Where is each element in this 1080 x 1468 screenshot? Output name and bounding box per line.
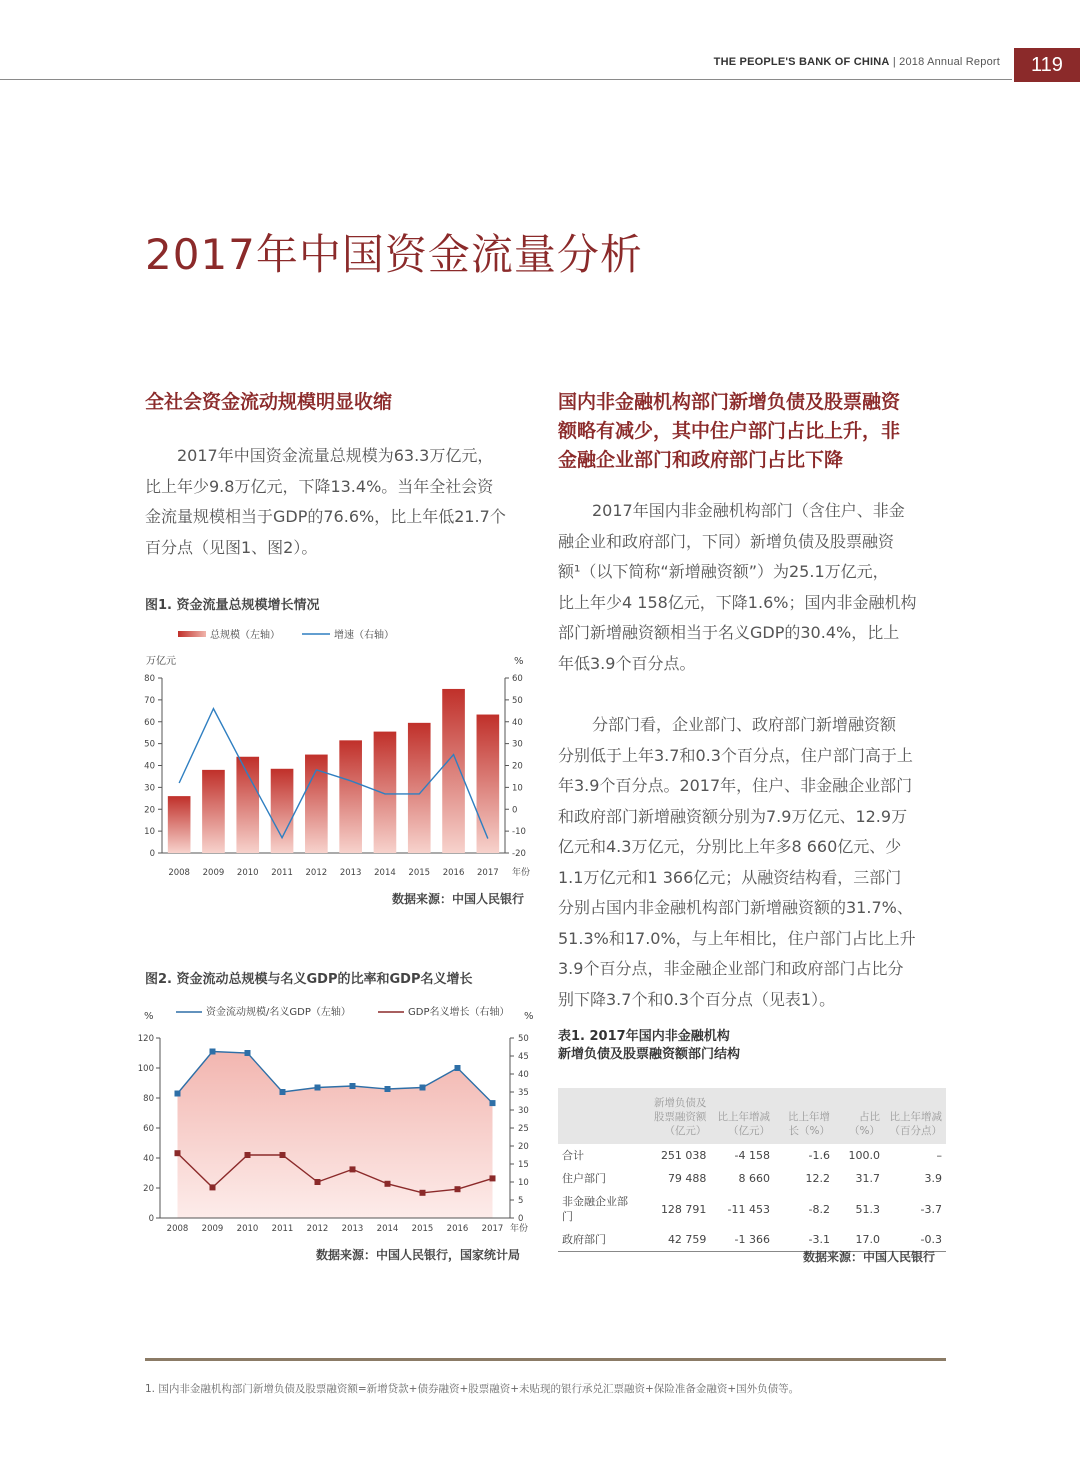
x-tick-label: 2016: [442, 868, 465, 878]
left-tick-label: 30: [144, 783, 155, 794]
table-cell: -1 366: [710, 1228, 774, 1252]
table-cell: 79 488: [667, 1172, 707, 1185]
para-line: 亿元和4.3万亿元，分别比上年多8 660亿元、少: [558, 837, 902, 856]
page-number: 119: [1014, 48, 1080, 82]
figure2-chart: [137, 995, 540, 1240]
table-cell: -4 158: [734, 1149, 770, 1162]
x-tick-label: 2017: [477, 868, 499, 878]
ratio-marker: [385, 1086, 391, 1092]
left-tick-label: 20: [143, 1184, 154, 1194]
para-line: 年低3.9个百分点。: [558, 653, 696, 673]
table-header-cell: 占比（%）: [834, 1088, 884, 1144]
x-tick-label: 2010: [236, 868, 259, 878]
table-title-line: 新增负债及股票融资额部门结构: [558, 1047, 741, 1062]
x-tick-label: 2013: [341, 1224, 364, 1234]
header-report: 2018 Annual Report: [899, 56, 1000, 68]
x-axis-unit: 年份: [512, 868, 531, 878]
heading-line: 额略有减少，其中住户部门占比上升，非: [558, 420, 901, 442]
header-rule: [0, 79, 1012, 80]
para-line: 年3.9个百分点。2017年，住户、非金融企业部门: [558, 776, 913, 795]
gdp-growth-marker: [350, 1166, 356, 1172]
table-header-cell: 比上年增长（%）: [774, 1088, 834, 1144]
table-header-row: [558, 1088, 946, 1144]
figure2-title: 图2. 资金流动总规模与名义GDP的比率和GDP名义增长: [145, 972, 473, 987]
table-cell: 128 791: [660, 1202, 707, 1216]
x-tick-label: 2008: [168, 868, 190, 878]
left-tick-label: 70: [144, 695, 155, 706]
table-row: [558, 1167, 946, 1190]
table1: [558, 1088, 946, 1252]
table-cell: 非金融企业部门: [562, 1195, 628, 1223]
left-tick-label: 100: [137, 1064, 154, 1074]
heading-line: 国内非金融机构部门新增负债及股票融资: [558, 391, 901, 413]
table-header-cell: 比上年增减（百分点）: [884, 1088, 946, 1144]
table-cell: –: [936, 1149, 942, 1162]
bar: [271, 769, 294, 853]
table1-title: [558, 1028, 740, 1064]
table-cell: 100.0: [848, 1149, 881, 1162]
bar: [442, 689, 465, 853]
right-tick-label: 5: [518, 1196, 524, 1206]
table-header-cell: 比上年增减（亿元）: [710, 1088, 774, 1144]
para-line: 2017年中国资金流量总规模为63.3万亿元，: [177, 446, 494, 465]
ratio-marker: [455, 1065, 461, 1071]
x-tick-label: 2017: [481, 1224, 504, 1234]
legend-label: 增速（右轴）: [334, 630, 394, 641]
gdp-growth-marker: [210, 1184, 216, 1190]
left-paragraph: [145, 441, 533, 563]
table-cell: -0.3: [884, 1228, 946, 1252]
para-line: 比上年少4 158亿元，下降1.6%；国内非金融机构: [558, 592, 917, 612]
left-tick-label: 10: [144, 827, 155, 838]
table-cell: -3.1: [774, 1228, 834, 1252]
table-header-cell: [558, 1088, 640, 1144]
table-cell: -8.2: [808, 1202, 831, 1216]
right-tick-label: 0: [512, 805, 518, 816]
right-tick-label: 20: [512, 761, 523, 772]
table-cell: 51.3: [855, 1202, 881, 1216]
footnote: 1. 国内非金融机构部门新增负债及股票融资额=新增贷款+债券融资+股票融资+未贴现的银行承兑汇票融资+保险准备金融资+国外负债等。: [145, 1383, 800, 1395]
legend-label: 资金流动规模/名义GDP（左轴）: [206, 1007, 351, 1018]
para-line: 百分点（见图1、图2）。: [145, 537, 318, 557]
right-paragraph-2: [558, 710, 948, 1015]
gdp-growth-marker: [245, 1152, 251, 1158]
right-tick-label: 40: [512, 717, 523, 728]
figure1-chart: [140, 620, 540, 890]
right-tick-label: 10: [518, 1178, 529, 1188]
x-tick-label: 2011: [271, 868, 293, 878]
right-section-heading: [558, 388, 948, 475]
x-tick-label: 2012: [306, 1224, 329, 1234]
para-line: 部门新增融资额相当于名义GDP的30.4%，比上: [558, 623, 900, 642]
x-axis-unit: 年份: [510, 1224, 529, 1234]
left-tick-label: 80: [144, 674, 155, 684]
para-line: 比上年少9.8万亿元，下降13.4%。当年全社会资: [145, 476, 494, 496]
gdp-growth-marker: [455, 1186, 461, 1192]
ratio-marker: [280, 1089, 286, 1095]
right-tick-label: 30: [518, 1106, 529, 1116]
right-tick-label: 30: [512, 739, 523, 750]
left-tick-label: 50: [144, 739, 155, 750]
para-line: 1.1万亿元和1 366亿元；从融资结构看，三部门: [558, 867, 902, 887]
x-tick-label: 2012: [305, 868, 328, 878]
figure1-title: 图1. 资金流量总规模增长情况: [145, 598, 320, 613]
table-cell: -3.7: [920, 1202, 942, 1216]
table-cell: 8 660: [738, 1172, 770, 1185]
ratio-marker: [175, 1091, 181, 1097]
table-cell: -11 453: [727, 1202, 770, 1216]
para-line: 分别低于上年3.7和0.3个百分点，住户部门高于上: [558, 745, 913, 765]
x-tick-label: 2009: [202, 868, 225, 878]
para-line: 分部门看，企业部门、政府部门新增融资额: [592, 715, 897, 734]
right-tick-label: 45: [518, 1052, 529, 1062]
right-tick-label: 50: [518, 1034, 529, 1044]
right-axis-unit: %: [524, 1011, 534, 1022]
right-tick-label: 15: [518, 1160, 529, 1170]
ratio-area: [178, 1052, 493, 1219]
table-cell: 合计: [562, 1149, 584, 1162]
right-tick-label: -20: [512, 849, 526, 859]
page-title: 2017年中国资金流量分析: [145, 230, 643, 279]
bar: [374, 732, 397, 853]
bar: [408, 723, 431, 853]
right-tick-label: 25: [518, 1124, 529, 1134]
left-tick-label: 60: [144, 717, 155, 728]
gdp-growth-marker: [315, 1179, 321, 1185]
gdp-growth-marker: [280, 1152, 286, 1158]
bar: [202, 770, 225, 853]
ratio-marker: [315, 1085, 321, 1091]
x-tick-label: 2015: [408, 868, 431, 878]
right-tick-label: 10: [512, 783, 523, 794]
right-tick-label: 60: [512, 674, 523, 684]
bar: [168, 796, 191, 853]
right-axis-unit: %: [514, 656, 524, 667]
gdp-growth-marker: [420, 1190, 426, 1196]
growth-line: [179, 709, 488, 839]
para-line: 和政府部门新增融资额分别为7.9万亿元、12.9万: [558, 806, 908, 826]
left-axis-unit: %: [144, 1011, 154, 1022]
left-tick-label: 0: [148, 1214, 154, 1224]
bar: [236, 757, 259, 853]
left-tick-label: 40: [143, 1154, 154, 1164]
gdp-growth-marker: [385, 1181, 391, 1187]
x-tick-label: 2011: [271, 1224, 294, 1234]
heading-line: 金融企业部门和政府部门占比下降: [558, 449, 844, 471]
left-tick-label: 40: [144, 761, 155, 772]
legend-swatch-bar: [178, 631, 206, 637]
table-cell: 31.7: [855, 1172, 881, 1185]
gdp-growth-marker: [175, 1150, 181, 1156]
running-header: [714, 56, 1000, 68]
x-tick-label: 2015: [411, 1224, 434, 1234]
para-line: 金流量规模相当于GDP的76.6%，比上年低21.7个: [145, 507, 506, 526]
x-tick-label: 2010: [236, 1224, 259, 1234]
right-paragraph-1: [558, 496, 948, 679]
table1-source: 数据来源：中国人民银行: [803, 1250, 936, 1264]
x-tick-label: 2013: [339, 868, 362, 878]
header-org: THE PEOPLE'S BANK OF CHINA: [713, 56, 890, 68]
ratio-marker: [490, 1100, 496, 1106]
left-tick-label: 80: [143, 1094, 154, 1104]
gdp-growth-marker: [490, 1175, 496, 1181]
table-cell: 251 038: [660, 1149, 707, 1162]
footer-rule: [145, 1358, 946, 1361]
ratio-marker: [350, 1083, 356, 1089]
figure1-source: 数据来源：中国人民银行: [392, 892, 525, 906]
ratio-marker: [210, 1049, 216, 1055]
x-tick-label: 2016: [446, 1224, 469, 1234]
table-cell: 17.0: [834, 1228, 884, 1252]
legend-label: 总规模（左轴）: [210, 630, 280, 641]
para-line: 51.3%和17.0%，与上年相比，住户部门占比上升: [558, 928, 916, 948]
table-cell: 42 759: [640, 1228, 710, 1252]
figure2-source: 数据来源：中国人民银行，国家统计局: [316, 1248, 521, 1262]
right-tick-label: -10: [512, 827, 526, 838]
right-tick-label: 50: [512, 695, 523, 706]
bar: [339, 740, 362, 853]
header-separator: |: [892, 56, 896, 68]
table-header-cell: 新增负债及股票融资额（亿元）: [640, 1088, 710, 1144]
table-cell: 住户部门: [562, 1172, 606, 1185]
right-tick-label: 40: [518, 1070, 529, 1080]
ratio-marker: [245, 1050, 251, 1056]
para-line: 额¹（以下简称“新增融资额”）为25.1万亿元，: [558, 562, 889, 581]
para-line: 分别占国内非金融机构部门新增融资额的31.7%、: [558, 898, 913, 917]
bar: [477, 715, 500, 853]
table-cell: 12.2: [805, 1172, 831, 1185]
x-tick-label: 2009: [201, 1224, 224, 1234]
table-cell: 政府部门: [558, 1228, 640, 1252]
x-tick-label: 2008: [166, 1224, 189, 1234]
left-axis-unit: 万亿元: [146, 656, 176, 667]
table-cell: -1.6: [808, 1149, 831, 1162]
right-tick-label: 0: [518, 1214, 524, 1224]
ratio-marker: [420, 1085, 426, 1091]
right-tick-label: 20: [518, 1142, 529, 1152]
para-line: 2017年国内非金融机构部门（含住户、非金: [592, 501, 905, 520]
right-tick-label: 35: [518, 1088, 529, 1098]
left-tick-label: 60: [143, 1124, 154, 1134]
table-row: [558, 1144, 946, 1167]
left-tick-label: 20: [144, 805, 155, 816]
x-tick-label: 2014: [374, 868, 396, 878]
para-line: 3.9个百分点，非金融企业部门和政府部门占比分: [558, 959, 904, 978]
table-cell: 3.9: [924, 1172, 942, 1185]
para-line: 融企业和政府部门，下同）新增负债及股票融资: [558, 531, 895, 551]
para-line: 别下降3.7个和0.3个百分点（见表1）。: [558, 989, 836, 1009]
table-title-line: 表1. 2017年国内非金融机构: [558, 1029, 730, 1044]
table-row: [558, 1190, 946, 1228]
left-section-heading: 全社会资金流动规模明显收缩: [145, 391, 393, 413]
left-tick-label: 0: [149, 849, 155, 859]
left-tick-label: 120: [137, 1034, 154, 1044]
legend-label: GDP名义增长（右轴）: [408, 1007, 510, 1018]
x-tick-label: 2014: [376, 1224, 399, 1234]
